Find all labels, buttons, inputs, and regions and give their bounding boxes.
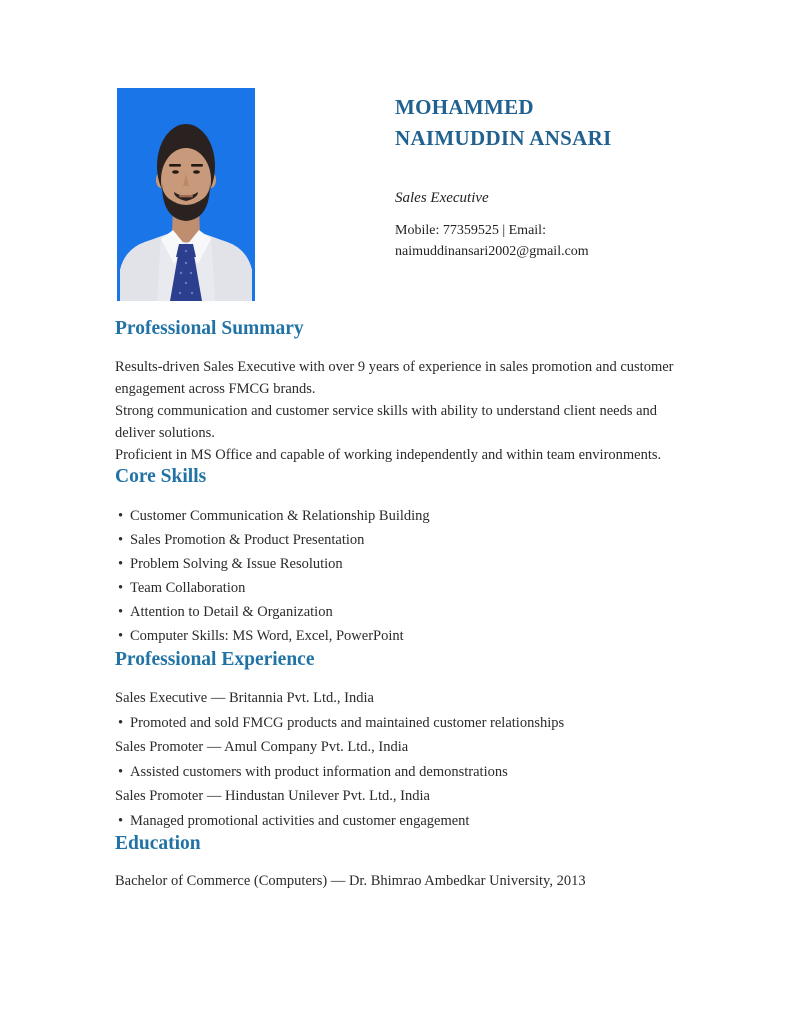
experience-achievement-label: Assisted customers with product information and demonstrations (130, 763, 508, 780)
skill-item-label: Team Collaboration (130, 580, 246, 596)
bullet-icon: • (118, 580, 124, 596)
core-skills-list (115, 504, 683, 648)
section-heading-core-skills: Core Skills (115, 466, 207, 487)
resume-header (117, 88, 791, 301)
experience-list (115, 686, 683, 833)
experience-role-label: Sales Promoter — Amul Company Pvt. Ltd., India (115, 739, 409, 755)
experience-achievement-label: Promoted and sold FMCG products and maintained customer relationships (130, 714, 565, 731)
portrait-photo (117, 88, 255, 301)
skill-item (115, 624, 683, 648)
experience-role-label: Sales Promoter — Hindustan Unilever Pvt. Ltd., India (115, 788, 430, 804)
job-title: Sales Executive (395, 190, 489, 206)
skill-item-label: Sales Promotion & Product Presentation (130, 532, 365, 548)
candidate-name (395, 92, 695, 154)
candidate-name-line2: NAIMUDDIN ANSARI (395, 126, 612, 150)
contact-info (395, 220, 695, 262)
resume-body (115, 318, 683, 892)
skill-item-label: Problem Solving & Issue Resolution (130, 556, 343, 572)
experience-role-label: Sales Executive — Britannia Pvt. Ltd., India (115, 690, 374, 706)
experience-achievement (115, 760, 683, 785)
experience-achievement (115, 711, 683, 736)
section-heading-professional-summary: Professional Summary (115, 318, 304, 339)
portrait-illustration (117, 88, 255, 301)
bullet-icon: • (118, 714, 124, 731)
summary-paragraph: Strong communication and customer service skills with ability to understand client needs and deliver solutions. (115, 403, 658, 441)
skill-item-label: Customer Communication & Relationship Building (130, 508, 430, 524)
bullet-icon: • (118, 508, 124, 524)
summary-section (115, 356, 683, 466)
skill-item (115, 528, 683, 552)
experience-achievement (115, 809, 683, 834)
bullet-icon: • (118, 763, 124, 780)
skill-item (115, 504, 683, 528)
candidate-name-line1: MOHAMMED (395, 95, 534, 119)
skill-item-label: Attention to Detail & Organization (130, 604, 333, 620)
summary-paragraph: Results-driven Sales Executive with over 9 years of experience in sales promotion and customer engagement across FMCG brands. (115, 359, 674, 397)
header-text-block (395, 88, 695, 262)
bullet-icon: • (118, 812, 124, 829)
skill-item (115, 552, 683, 576)
contact-line-email-address: naimuddinansari2002@gmail.com (395, 244, 589, 259)
experience-achievement-label: Managed promotional activities and customer engagement (130, 812, 470, 829)
bullet-icon: • (118, 556, 124, 572)
experience-role (115, 784, 683, 809)
bullet-icon: • (118, 604, 124, 620)
contact-line-mobile-email: Mobile: 77359525 | Email: (395, 223, 546, 238)
experience-role (115, 735, 683, 760)
education-detail: Bachelor of Commerce (Computers) — Dr. Bhimrao Ambedkar University, 2013 (115, 873, 586, 889)
section-heading-education: Education (115, 833, 201, 854)
bullet-icon: • (118, 532, 124, 548)
section-heading-professional-experience: Professional Experience (115, 649, 315, 670)
bullet-icon: • (118, 628, 124, 644)
skill-item (115, 576, 683, 600)
experience-role (115, 686, 683, 711)
summary-paragraph: Proficient in MS Office and capable of working independently and within team environments. (115, 447, 662, 463)
skill-item-label: Computer Skills: MS Word, Excel, PowerPoint (130, 628, 404, 644)
skill-item (115, 600, 683, 624)
